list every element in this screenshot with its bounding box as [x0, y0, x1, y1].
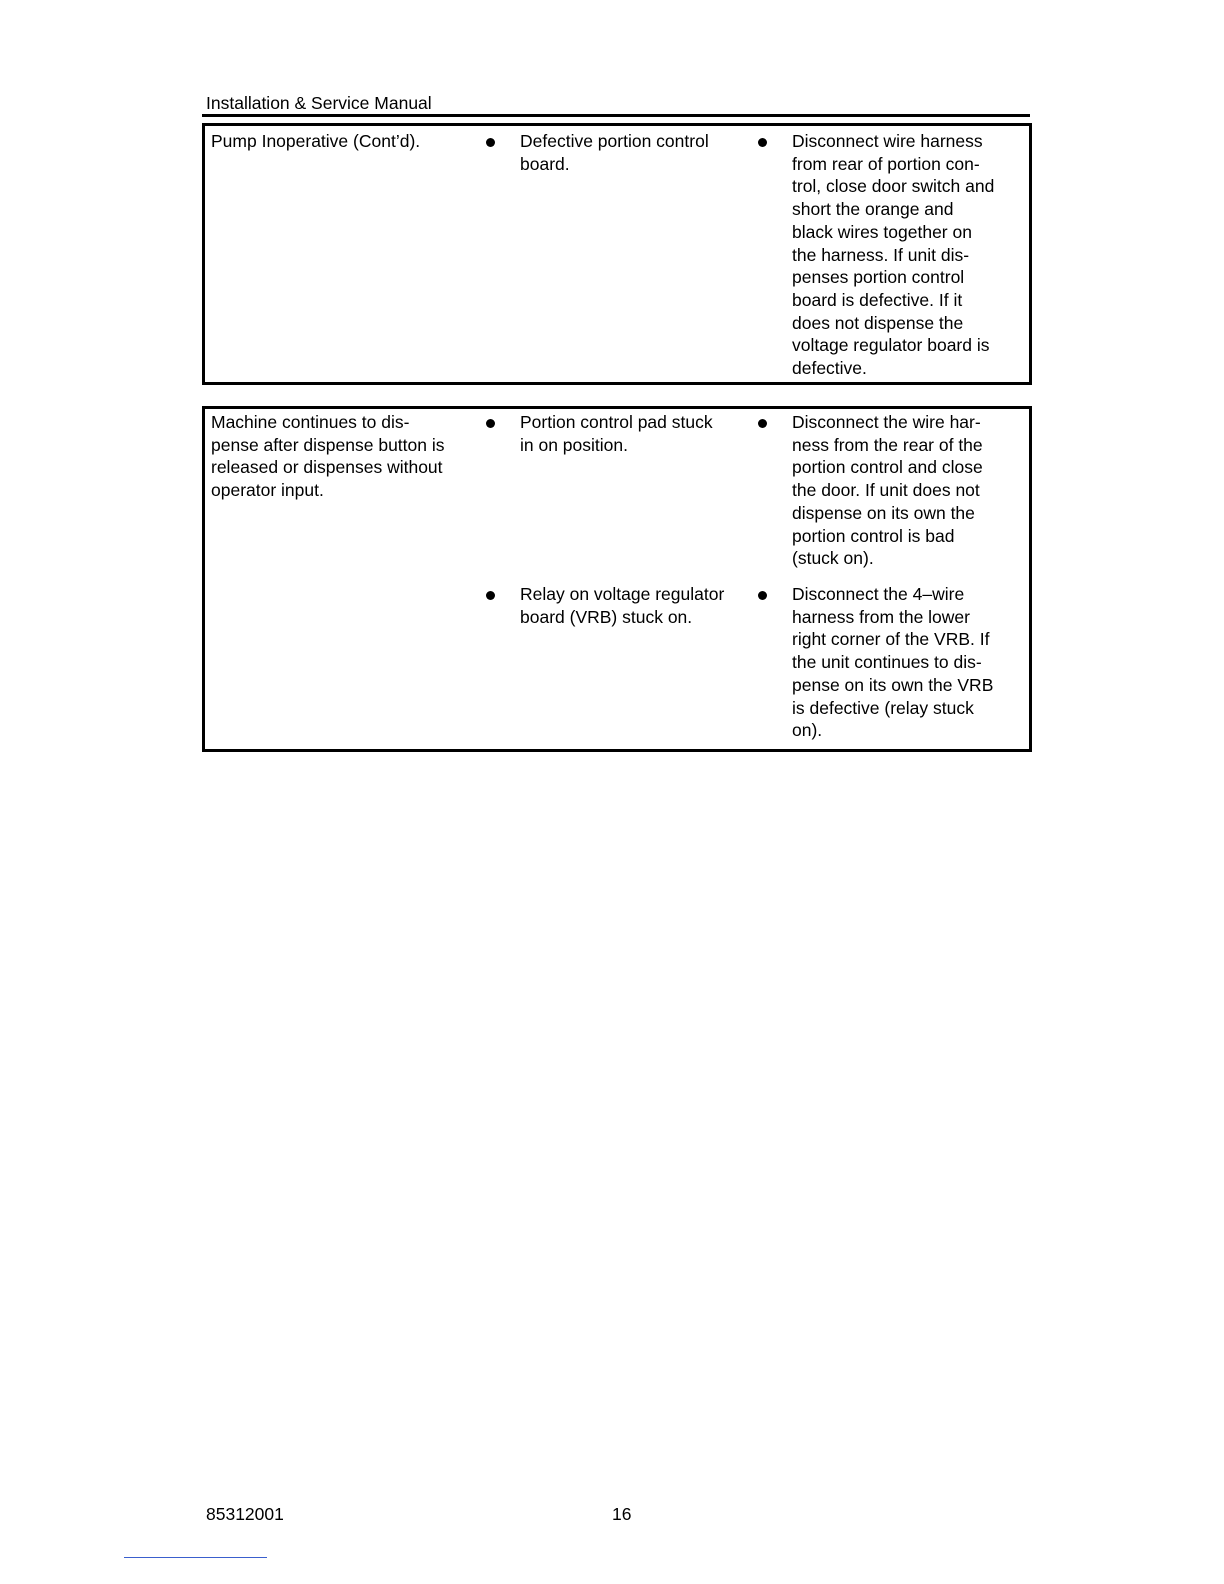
- bullet-icon: [758, 591, 767, 600]
- remedy-text: Disconnect the 4–wire harness from the lower right corner of the VRB. If the unit continues to dis- pense on its own the VRB is defective (relay stuck on).: [792, 584, 994, 741]
- footer-divider: [124, 1557, 267, 1558]
- page-number: 16: [612, 1504, 632, 1524]
- problem-text: Machine continues to dis- pense after dispense button is released or dispenses without operator input.: [211, 412, 445, 501]
- document-number: 85312001: [206, 1504, 284, 1524]
- cause-text: Defective portion control board.: [520, 131, 709, 174]
- manual-title: Installation & Service Manual: [206, 93, 432, 113]
- problem-text: Pump Inoperative (Cont’d).: [211, 131, 421, 151]
- bullet-icon: [758, 138, 767, 147]
- bullet-icon: [758, 419, 767, 428]
- bullet-icon: [486, 591, 495, 600]
- bullet-icon: [486, 138, 495, 147]
- cause-text: Relay on voltage regulator board (VRB) stuck on.: [520, 584, 725, 627]
- header-rule: [202, 114, 1030, 117]
- cause-text: Portion control pad stuck in on position.: [520, 412, 713, 455]
- remedy-text: Disconnect the wire har- ness from the rear of the portion control and close the door. If unit does not dispense on its own the portion control is bad (stuck on).: [792, 412, 983, 569]
- bullet-icon: [486, 419, 495, 428]
- remedy-text: Disconnect wire harness from rear of portion con- trol, close door switch and short the orange and black wires together on the harness. If unit dis- penses portion control board is defective. If it does not dispense the voltage regulator board is defective.: [792, 131, 995, 379]
